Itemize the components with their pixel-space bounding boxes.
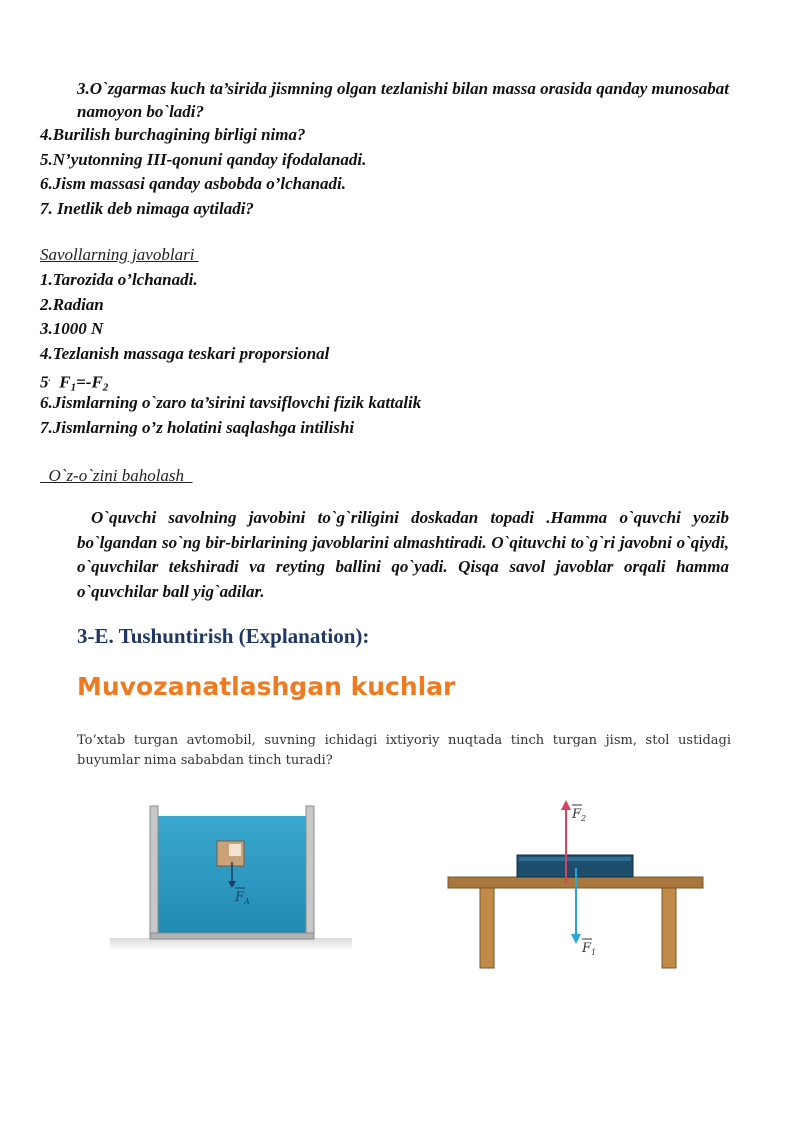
tank-wall-right [306, 806, 314, 939]
intro-paragraph: To‘xtab turgan avtomobil, suvning ichidagi ixtiyoriy nuqtada tinch turgan jism, stol ustidagi buyumlar nima sababdan tinch turadi? [77, 733, 731, 768]
cube-face [229, 844, 241, 856]
explanation-heading: 3-E. Tushuntirish (Explanation): [77, 624, 370, 648]
force-arrow-down-head [571, 934, 581, 944]
topic-heading: Muvozanatlashgan kuchlar [77, 672, 456, 701]
question-3: 3.O`zgarmas kuch ta’sirida jismning olgan tezlanishi bilan massa orasida qanday munosabat namoyon bo`ladi? [77, 79, 729, 121]
answer-5-sub-1: 1 [70, 382, 77, 395]
answers-label: Savollarning javoblari [40, 245, 199, 264]
answer-6: 6.Jismlarning o`zaro ta’sirini tavsiflovchi fizik kattalik [40, 392, 422, 412]
table-figure [440, 790, 710, 975]
question-4: 4.Burilish burchagining birligi nima? [40, 125, 306, 144]
answer-5-sub-2: 2 [102, 382, 109, 395]
question-5: 5.N’yutonning III-qonuni qanday ifodalanadi. [40, 149, 367, 169]
table-leg-right [662, 888, 676, 968]
answer-list [40, 268, 421, 440]
answer-1: 1.Tarozida o’lchanadi. [40, 270, 198, 289]
question-list [40, 123, 366, 221]
force-label-1: $F_1$ [582, 941, 597, 957]
self-assessment-label: O`z-o`zini baholash [40, 466, 193, 485]
question-7: 7. Inetlik deb nimaga aytiladi? [40, 198, 254, 218]
floor [110, 938, 352, 950]
water-tank-figure [105, 800, 355, 975]
force-label-a: $F_A$ [235, 890, 250, 906]
book-pages [519, 857, 631, 861]
force-arrow-up-head [561, 800, 571, 810]
self-assessment-text: O`quvchi savolning javobini to`g`riligini doskadan topadi .Hamma o`quvchi yozib bo`lgandan so`ng bir-birlarining javoblarini almashtiradi. O`qituvchi to`g`ri javobni o`qiydi, o`quvchilar tekshiradi va reyting ballini qo`yadi. Qisqa savol javoblar orqali hamma o`quvchilar ball yig`adilar. [77, 508, 729, 601]
answer-5-number: 5 [40, 373, 49, 393]
force-label-2: $F_2$ [572, 807, 587, 823]
tank-wall-left [150, 806, 158, 939]
answer-5-f1: F [59, 373, 71, 393]
table-leg-left [480, 888, 494, 968]
answer-5-dot: . [48, 373, 51, 384]
answer-5-eq: =-F [76, 373, 103, 393]
tank-bottom [150, 933, 314, 939]
question-6: 6.Jism massasi qanday asbobda o’lchanadi. [40, 174, 347, 194]
answer-2: 2.Radian [40, 294, 104, 314]
answer-4: 4.Tezlanish massaga teskari proporsional [40, 343, 330, 363]
answer-5 [40, 366, 421, 395]
answer-3: 3.1000 N [40, 319, 104, 339]
answer-7: 7.Jismlarning o’z holatini saqlashga intilishi [40, 417, 355, 437]
